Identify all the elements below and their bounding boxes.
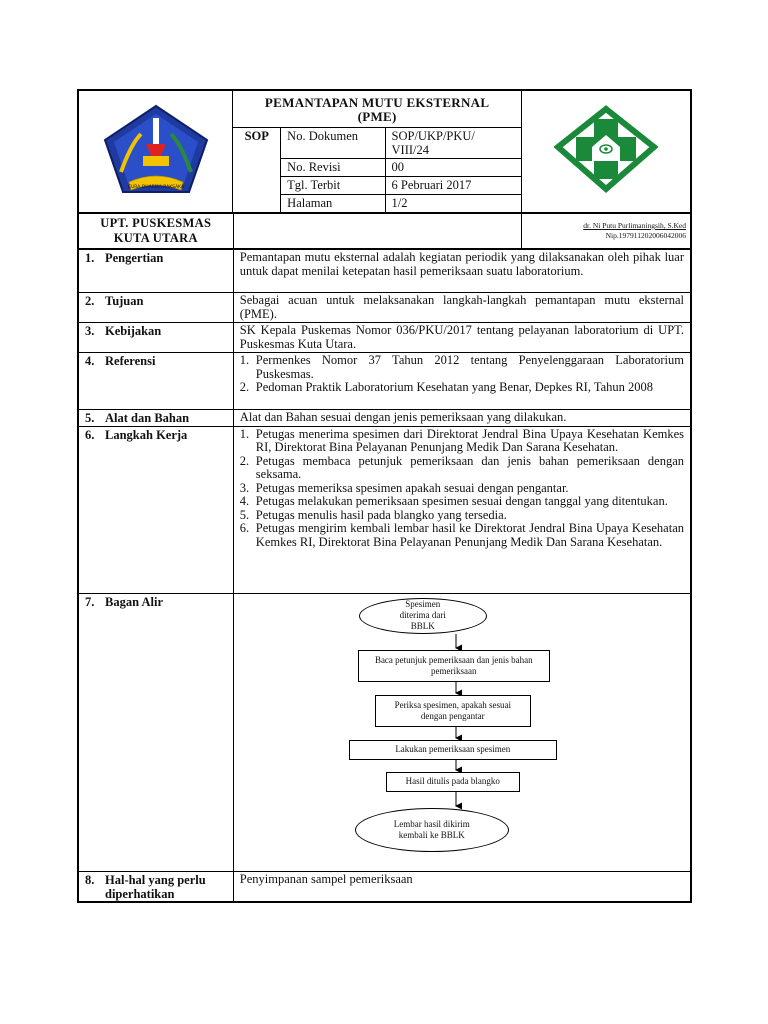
org-row-blank [233,214,521,249]
org-row-table [78,213,691,249]
section-text-hal: Penyimpanan sampel pemeriksaan [233,871,690,901]
flow-step-5: Hasil ditulis pada blangko [386,772,520,792]
list-item: 1. Petugas menerima spesimen dari Direktorat Jendral Bina Upaya Kesehatan Kemkes RI, Direktorat Bina Pelayanan Penunjang Medik Dan Sarana Kesehatan. [239,426,684,454]
meta-label-norevisi: No. Revisi [281,159,385,177]
flow-step-3: Periksa spesimen, apakah sesuai dengan pengantar [375,695,531,727]
meta-value-tglterbit: 6 Pebruari 2017 [385,177,521,195]
sop-label: SOP [233,128,281,213]
flow-step-end: Lembar hasil dikirim kembali ke BBLK [355,808,509,852]
meta-label-nodokumen: No. Dokumen [281,128,385,159]
header-table [78,90,691,213]
list-item: 4. Petugas melakukan pemeriksaan spesimen sesuai dengan tanggal yang ditentukan. [239,494,668,508]
flow-step-2: Baca petunjuk pemeriksaan dan jenis bahan pemeriksaan [358,650,550,682]
list-item: 2. Petugas membaca petunjuk pemeriksaan dan jenis bahan pemeriksaan dengan seksama. [239,453,684,481]
section-label-bagan: 7. Bagan Alir [79,593,234,871]
flowchart [234,594,690,870]
section-label-referensi: 4. Referensi [79,353,234,410]
section-label-tujuan: 2. Tujuan [79,293,234,323]
section-text-alat: Alat dan Bahan sesuai dengan jenis pemeriksaan yang dilakukan. [233,410,690,427]
logo-motto: CURA DHARMA RAKSAKA [127,185,184,190]
section-list-referensi [233,353,690,410]
section-text-kebijakan: SK Kepala Puskemas Nomor 036/PKU/2017 tentang pelayanan laboratorium di UPT. Puskesmas Kuta Utara. [233,323,690,353]
section-list-langkah [233,426,690,593]
signature-block [521,214,690,249]
flow-step-start: Spesimen diterima dari BBLK [359,598,487,634]
list-item: 1. Permenkes Nomor 37 Tahun 2012 tentang Penyelenggaraan Laboratorium Puskesmas. [239,353,684,381]
flow-step-4: Lakukan pemeriksaan spesimen [349,740,557,760]
section-label-alat: 5. Alat dan Bahan [79,410,234,427]
signer-nip: Nip.197911202006042006 [605,231,686,240]
meta-value-halaman: 1/2 [385,195,521,213]
list-item: 3. Petugas memeriksa spesimen apakah sesuai dengan pengantar. [239,480,569,495]
flowchart-cell [233,593,690,871]
left-logo-cell [79,91,233,213]
section-label-kebijakan: 3. Kebijakan [79,323,234,353]
right-logo-cell [521,91,690,213]
section-label-hal: 8. Hal-hal yang perlu diperhatikan [79,871,234,901]
signer-name: dr. Ni Putu Purlimaningsih, S.Ked [583,221,686,230]
document-title: PEMANTAPAN MUTU EKSTERNAL (PME) [233,91,522,128]
section-text-pengertian: Pemantapan mutu eksternal adalah kegiatan periodik yang dilaksanakan oleh pihak luar untuk dapat menilai ketepatan hasil pemeriksaan suatu laboratorium. [233,250,690,293]
bali-emblem-logo [101,104,211,194]
meta-value-nodokumen: SOP/UKP/PKU/ VIII/24 [385,128,521,159]
meta-label-halaman: Halaman [281,195,385,213]
section-label-pengertian: 1. Pengertian [79,250,234,293]
content-table [78,249,691,902]
section-label-langkah: 6. Langkah Kerja [79,426,234,593]
meta-label-tglterbit: Tgl. Terbit [281,177,385,195]
section-text-tujuan: Sebagai acuan untuk melaksanakan langkah-langkah pemantapan mutu eksternal (PME). [233,293,690,323]
sop-document [77,89,692,903]
organization-name: UPT. PUSKESMAS KUTA UTARA [79,214,234,249]
puskesmas-logo [554,105,658,193]
list-item: 5. Petugas menulis hasil pada blangko yang tersedia. [239,507,507,522]
list-item: 2. Pedoman Praktik Laboratorium Kesehatan yang Benar, Depkes RI, Tahun 2008 [239,380,654,394]
meta-value-norevisi: 00 [385,159,521,177]
list-item: 6. Petugas mengirim kembali lembar hasil ke Direktorat Jendral Bina Upaya Kesehatan Kemkes RI, Direktorat Bina Pelayanan Penunjang Medik Dan Sarana Kesehatan. [239,521,684,549]
